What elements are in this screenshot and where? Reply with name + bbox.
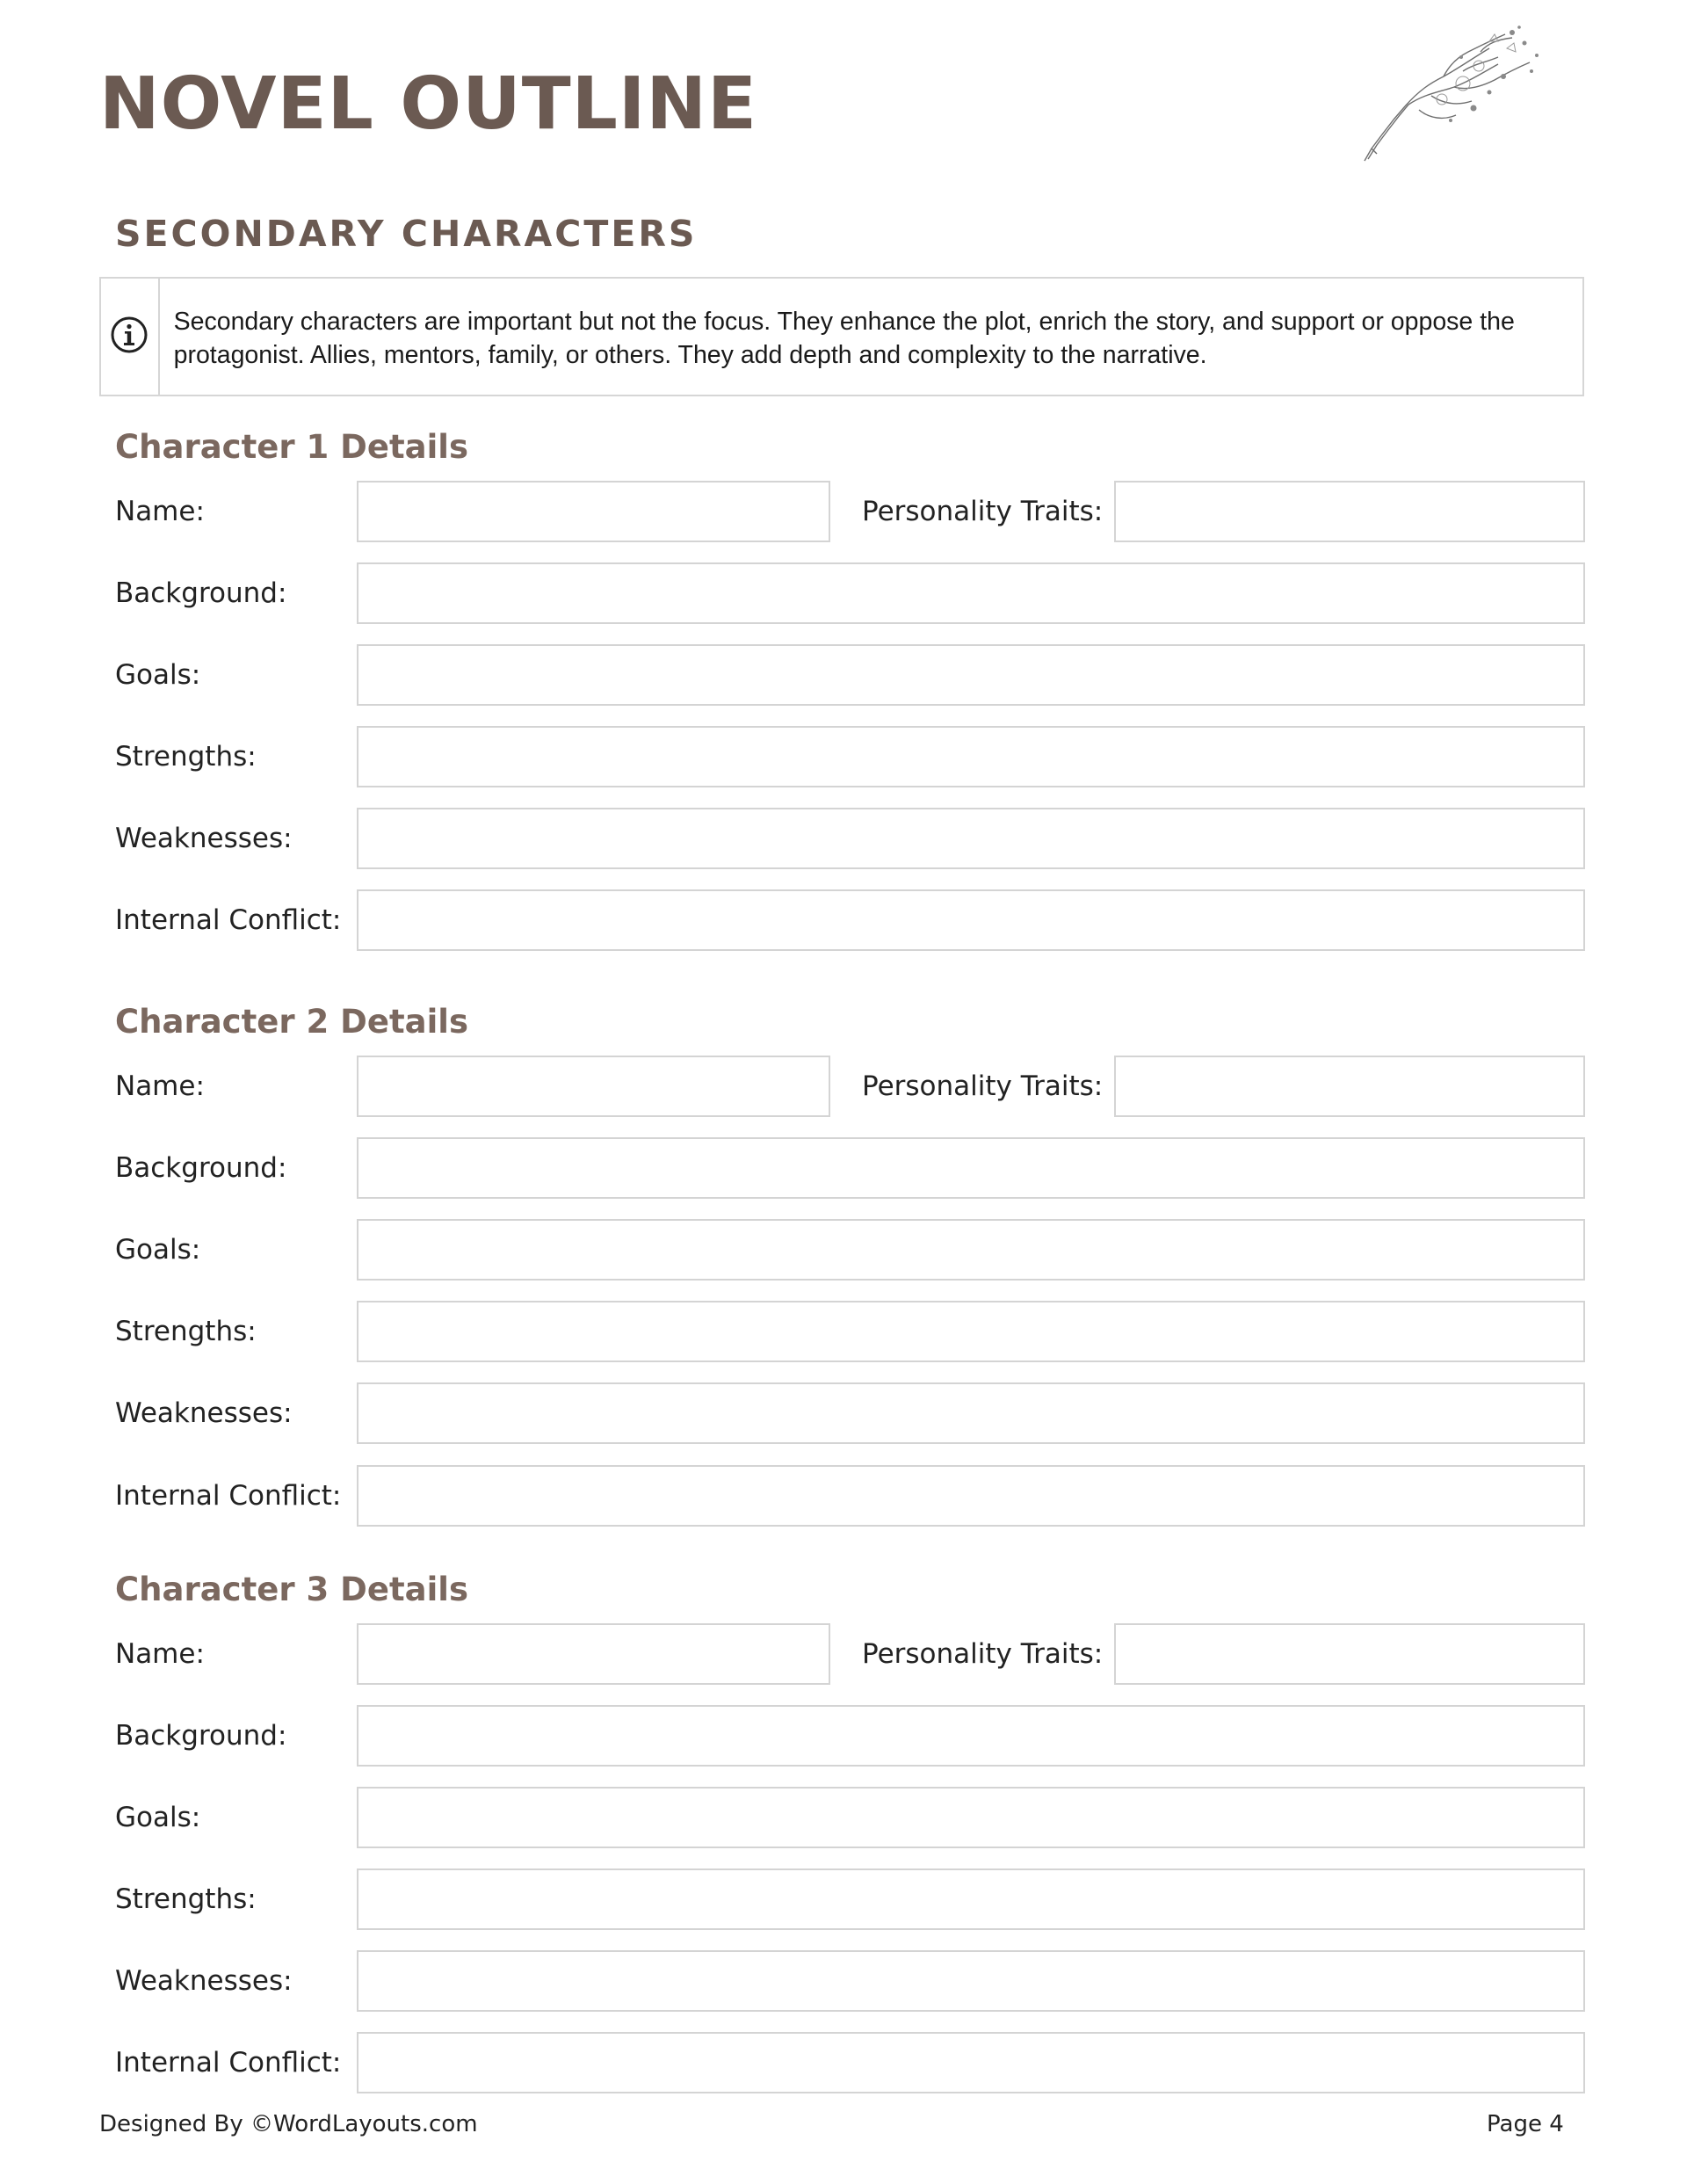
personality-traits-label: Personality Traits: (862, 1638, 1104, 1670)
weaknesses-label: Weaknesses: (115, 1965, 293, 1997)
character-3-weaknesses-field[interactable] (357, 1950, 1585, 2012)
info-box (99, 277, 1584, 396)
character-1-heading: Character 1 Details (115, 428, 468, 466)
strengths-label: Strengths: (115, 1316, 257, 1347)
goals-label: Goals: (115, 1802, 201, 1833)
background-label: Background: (115, 577, 287, 609)
pen-ink-splash-icon (1358, 22, 1551, 163)
weaknesses-label: Weaknesses: (115, 1397, 293, 1429)
internal-conflict-label: Internal Conflict: (115, 2047, 342, 2079)
character-1-strengths-field[interactable] (357, 726, 1585, 787)
character-3-heading: Character 3 Details (115, 1571, 468, 1608)
character-2-heading: Character 2 Details (115, 1003, 468, 1041)
internal-conflict-label: Internal Conflict: (115, 904, 342, 936)
document-title: NOVEL OUTLINE (99, 62, 758, 146)
personality-traits-label: Personality Traits: (862, 1070, 1104, 1102)
character-1-goals-field[interactable] (357, 644, 1585, 706)
name-label: Name: (115, 1070, 205, 1102)
character-1-personality-traits-field[interactable] (1114, 481, 1585, 542)
character-3-internal-conflict-field[interactable] (357, 2032, 1585, 2093)
info-text: Secondary characters are important but not the focus. They enhance the plot, enrich the story, and support or oppose the protagonist. Allies, mentors, family, or others. They add depth and complexity to the narrative. (173, 308, 1515, 369)
footer-credit: Designed By ©WordLayouts.com (99, 2111, 478, 2137)
strengths-label: Strengths: (115, 741, 257, 773)
character-3-goals-field[interactable] (357, 1787, 1585, 1848)
character-3-name-field[interactable] (357, 1623, 830, 1685)
name-label: Name: (115, 1638, 205, 1670)
character-3-background-field[interactable] (357, 1705, 1585, 1767)
strengths-label: Strengths: (115, 1883, 257, 1915)
character-2-strengths-field[interactable] (357, 1301, 1585, 1362)
section-title: SECONDARY CHARACTERS (115, 213, 698, 255)
character-3-personality-traits-field[interactable] (1114, 1623, 1585, 1685)
character-2-weaknesses-field[interactable] (357, 1382, 1585, 1444)
background-label: Background: (115, 1152, 287, 1184)
internal-conflict-label: Internal Conflict: (115, 1480, 342, 1512)
character-2-internal-conflict-field[interactable] (357, 1465, 1585, 1527)
character-3-strengths-field[interactable] (357, 1868, 1585, 1930)
background-label: Background: (115, 1720, 287, 1752)
character-2-goals-field[interactable] (357, 1219, 1585, 1281)
personality-traits-label: Personality Traits: (862, 496, 1104, 527)
character-1-background-field[interactable] (357, 562, 1585, 624)
goals-label: Goals: (115, 659, 201, 691)
character-1-name-field[interactable] (357, 481, 830, 542)
character-2-personality-traits-field[interactable] (1114, 1056, 1585, 1117)
goals-label: Goals: (115, 1234, 201, 1266)
info-icon-cell (101, 279, 160, 395)
character-2-name-field[interactable] (357, 1056, 830, 1117)
character-1-internal-conflict-field[interactable] (357, 889, 1585, 951)
character-2-background-field[interactable] (357, 1137, 1585, 1199)
name-label: Name: (115, 496, 205, 527)
info-circle-icon (110, 316, 148, 359)
character-1-weaknesses-field[interactable] (357, 808, 1585, 869)
page-number: Page 4 (1487, 2111, 1564, 2137)
weaknesses-label: Weaknesses: (115, 823, 293, 854)
